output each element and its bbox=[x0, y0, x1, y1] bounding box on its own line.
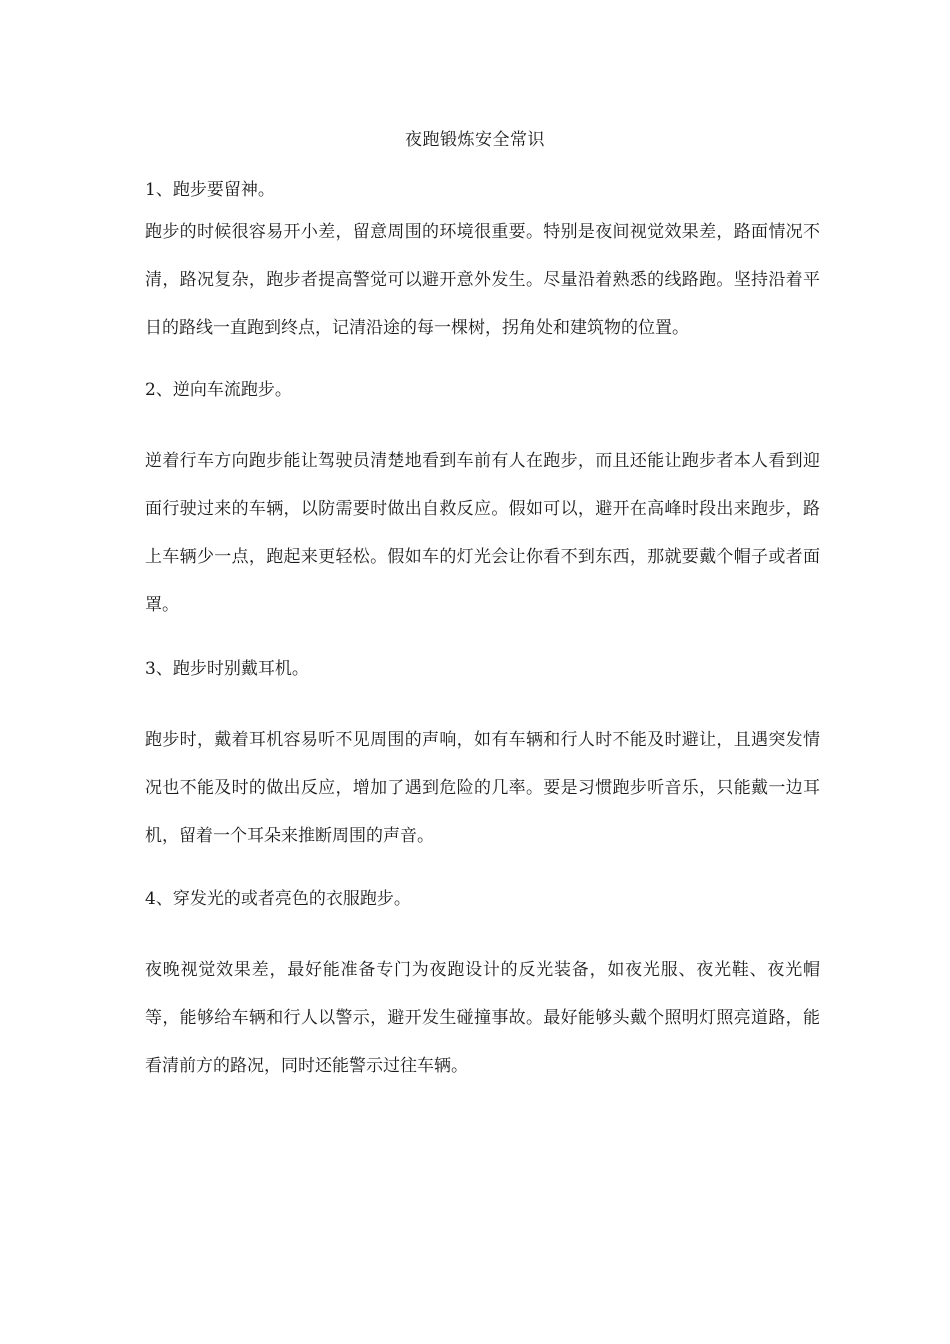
section-4-body: 夜晚视觉效果差，最好能准备专门为夜跑设计的反光装备，如夜光服、夜光鞋、夜光帽等，能够给车辆和行人以警示，避开发生碰撞事故。最好能够头戴个照明灯照亮道路，能看清前方的路况，同时还能警示过往车辆。 bbox=[145, 960, 820, 1076]
section-1-heading: 1、跑步要留神。 bbox=[145, 180, 275, 200]
section-3-heading: 3、跑步时别戴耳机。 bbox=[145, 659, 309, 679]
section-2-heading: 2、逆向车流跑步。 bbox=[145, 380, 292, 400]
document-title: 夜跑锻炼安全常识 bbox=[405, 130, 545, 150]
section-4-heading: 4、穿发光的或者亮色的衣服跑步。 bbox=[145, 889, 411, 909]
section-3-body: 跑步时，戴着耳机容易听不见周围的声响，如有车辆和行人时不能及时避让，且遇突发情况也不能及时的做出反应，增加了遇到危险的几率。要是习惯跑步听音乐，只能戴一边耳机，留着一个耳朵来推断周围的声音。 bbox=[145, 730, 820, 846]
section-2-body: 逆着行车方向跑步能让驾驶员清楚地看到车前有人在跑步，而且还能让跑步者本人看到迎面行驶过来的车辆，以防需要时做出自救反应。假如可以，避开在高峰时段出来跑步，路上车辆少一点，跑起来更轻松。假如车的灯光会让你看不到东西，那就要戴个帽子或者面罩。 bbox=[145, 451, 820, 615]
section-1-body: 跑步的时候很容易开小差，留意周围的环境很重要。特别是夜间视觉效果差，路面情况不清，路况复杂，跑步者提高警觉可以避开意外发生。尽量沿着熟悉的线路跑。坚持沿着平日的路线一直跑到终点，记清沿途的每一棵树，拐角处和建筑物的位置。 bbox=[145, 222, 820, 338]
